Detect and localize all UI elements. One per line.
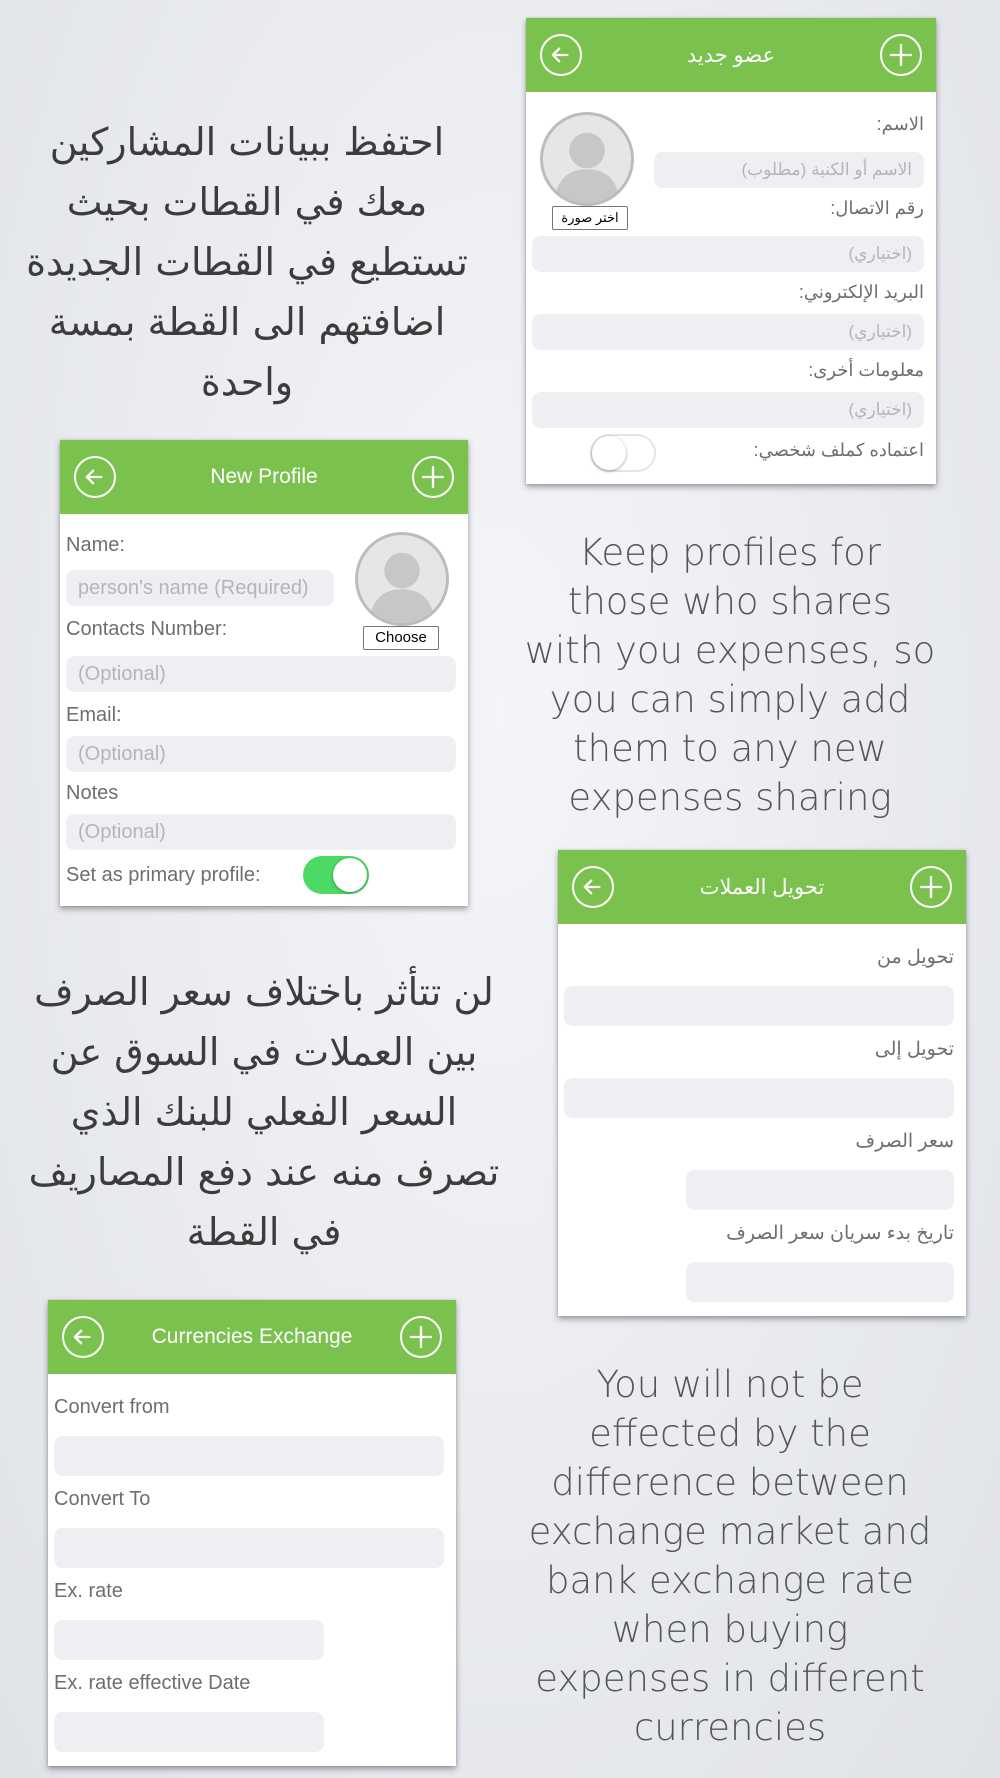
convert-from-label: تحويل من (877, 947, 954, 968)
english-exchange-header (48, 1300, 456, 1374)
name-input[interactable]: person's name (Required) (66, 570, 334, 606)
english-exchange-title: Currencies Exchange (151, 1325, 353, 1348)
add-button[interactable] (880, 34, 922, 76)
add-button[interactable] (910, 866, 952, 908)
profile-photo-avatar (355, 532, 449, 626)
english-currencies-exchange-card (48, 1300, 456, 1766)
add-button[interactable] (400, 1316, 442, 1358)
plus-circle-icon (402, 1318, 440, 1356)
choose-photo-button[interactable]: Choose (363, 626, 439, 650)
ex-rate-label: Ex. rate (54, 1580, 123, 1602)
profile-photo-avatar (540, 112, 634, 206)
back-button[interactable] (540, 34, 582, 76)
arabic-exchange-header (558, 850, 966, 924)
email-label: البريد الإلكتروني: (798, 282, 924, 302)
english-profile-header (60, 440, 468, 514)
ex-rate-input[interactable] (54, 1620, 324, 1660)
back-arrow-circle-icon (76, 458, 114, 496)
arabic-exchange-caption: لن تتأثر باختلاف سعر الصرف بين العملات في السوق عن السعر الفعلي للبنك الذي تصرف منه عند دفع المصاريف في القطة (28, 970, 500, 1254)
effective-date-label: Ex. rate effective Date (54, 1672, 251, 1694)
plus-circle-icon (414, 458, 452, 496)
toggle-knob (333, 858, 367, 892)
ex-rate-label: سعر الصرف (855, 1131, 954, 1152)
notes-input[interactable]: (Optional) (66, 814, 456, 850)
convert-to-label: Convert To (54, 1488, 151, 1510)
notes-label: معلومات أخرى: (808, 360, 924, 380)
convert-to-input[interactable] (54, 1528, 444, 1568)
email-input[interactable]: (Optional) (66, 736, 456, 772)
contact-input[interactable]: (Optional) (66, 656, 456, 692)
english-exchange-caption: You will not be effected by the difference between exchange market and bank exchange rate when buying expenses in different currencies (528, 1363, 932, 1749)
notes-label: Notes (66, 782, 119, 804)
back-arrow-circle-icon (574, 868, 612, 906)
plus-circle-icon (912, 868, 950, 906)
arabic-profiles-caption: احتفظ ببيانات المشاركين معك في القطات بحيث تستطيع في القطات الجديدة اضافتهم الى القطة بمسة واحدة (26, 120, 468, 404)
back-arrow-circle-icon (542, 36, 580, 74)
arabic-currencies-exchange-card (558, 850, 966, 1316)
effective-date-label: تاريخ بدء سريان سعر الصرف (726, 1223, 954, 1244)
toggle-knob (592, 436, 626, 470)
person-silhouette-icon (358, 535, 446, 623)
effective-date-input[interactable] (54, 1712, 324, 1752)
person-silhouette-icon (543, 115, 631, 203)
contact-label: رقم الاتصال: (830, 198, 924, 218)
convert-to-label: تحويل إلى (874, 1039, 954, 1060)
primary-profile-toggle[interactable] (590, 434, 656, 472)
ex-rate-input[interactable] (686, 1170, 954, 1210)
arabic-exchange-title: تحويل العملات (699, 875, 825, 899)
email-label: Email: (66, 704, 122, 726)
arabic-new-profile-card (526, 18, 936, 484)
convert-from-input[interactable] (54, 1436, 444, 1476)
back-button[interactable] (62, 1316, 104, 1358)
choose-photo-button[interactable]: اختر صورة (552, 206, 628, 230)
arabic-profile-title: عضو جديد (686, 43, 776, 67)
notes-input[interactable]: (اختياري) (532, 392, 924, 428)
email-input[interactable]: (اختياري) (532, 314, 924, 350)
name-input[interactable]: الاسم أو الكنية (مطلوب) (654, 152, 924, 188)
name-label: الاسم: (876, 114, 924, 134)
primary-profile-toggle[interactable] (303, 856, 369, 894)
name-label: Name: (66, 534, 125, 556)
arabic-profile-header (526, 18, 936, 92)
english-new-profile-card (60, 440, 468, 906)
back-arrow-circle-icon (64, 1318, 102, 1356)
back-button[interactable] (74, 456, 116, 498)
convert-from-label: Convert from (54, 1396, 170, 1418)
effective-date-input[interactable] (686, 1262, 954, 1302)
back-button[interactable] (572, 866, 614, 908)
contact-input[interactable]: (اختياري) (532, 236, 924, 272)
plus-circle-icon (882, 36, 920, 74)
convert-from-input[interactable] (564, 986, 954, 1026)
english-profiles-caption: Keep profiles for those who shares with you expenses, so you can simply add them to any new expenses sharing (524, 531, 936, 819)
contact-label: Contacts Number: (66, 618, 228, 640)
primary-profile-label: Set as primary profile: (66, 864, 261, 886)
english-profile-title: New Profile (210, 465, 318, 488)
primary-profile-label: اعتماده كملف شخصي: (753, 440, 924, 460)
add-button[interactable] (412, 456, 454, 498)
convert-to-input[interactable] (564, 1078, 954, 1118)
